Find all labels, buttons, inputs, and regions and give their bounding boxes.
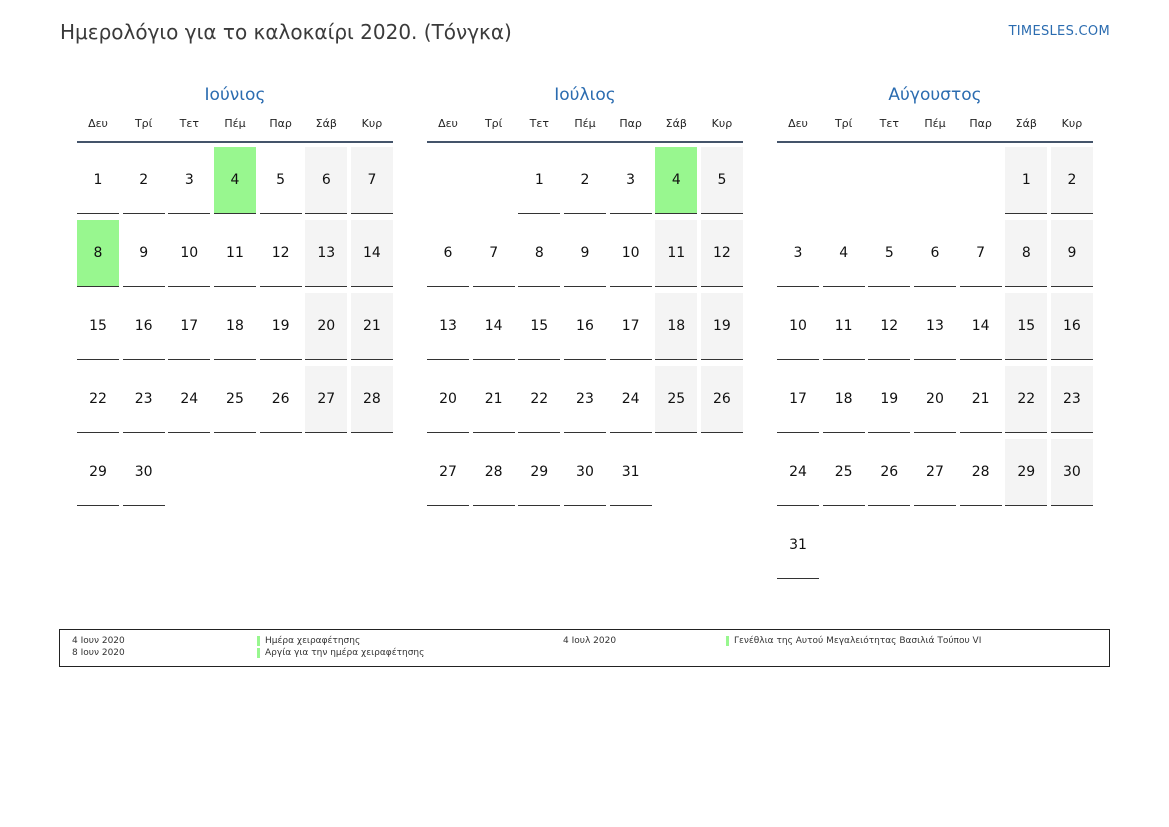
day-cell[interactable]: 22 <box>1005 366 1047 433</box>
day-cell[interactable]: 26 <box>260 366 302 433</box>
day-cell[interactable]: 5 <box>701 147 743 214</box>
day-cell[interactable]: 9 <box>1051 220 1093 287</box>
day-cell[interactable]: 20 <box>427 366 469 433</box>
day-cell[interactable]: 7 <box>960 220 1002 287</box>
day-cell[interactable]: 21 <box>351 293 393 360</box>
day-cell[interactable]: 5 <box>260 147 302 214</box>
legend-date: 4 Ιουλ 2020 <box>563 636 617 646</box>
day-cell[interactable]: 30 <box>123 439 165 506</box>
day-cell[interactable]: 11 <box>655 220 697 287</box>
day-cell[interactable]: 4 <box>823 220 865 287</box>
weekday-label: Κυρ <box>361 117 383 130</box>
day-cell[interactable]: 20 <box>914 366 956 433</box>
day-cell[interactable]: 16 <box>564 293 606 360</box>
day-cell[interactable]: 5 <box>868 220 910 287</box>
empty-cell <box>823 147 865 214</box>
day-cell[interactable]: 11 <box>214 220 256 287</box>
day-cell[interactable]: 22 <box>77 366 119 433</box>
weekday-label: Τετ <box>179 117 199 130</box>
day-cell[interactable]: 12 <box>868 293 910 360</box>
weekday-label: Τρί <box>834 117 853 130</box>
day-cell[interactable]: 12 <box>701 220 743 287</box>
weekday-label: Πέμ <box>224 117 246 130</box>
day-grid <box>427 147 743 512</box>
day-cell[interactable]: 18 <box>214 293 256 360</box>
day-cell[interactable]: 19 <box>260 293 302 360</box>
weekday-header <box>77 115 393 143</box>
weekday-label: Πέμ <box>574 117 596 130</box>
day-cell[interactable]: 9 <box>564 220 606 287</box>
day-cell[interactable]: 23 <box>564 366 606 433</box>
day-cell[interactable]: 1 <box>77 147 119 214</box>
holiday-day-cell[interactable]: 8 <box>77 220 119 287</box>
day-cell[interactable]: 27 <box>914 439 956 506</box>
day-cell[interactable]: 3 <box>610 147 652 214</box>
day-cell[interactable]: 23 <box>123 366 165 433</box>
day-cell[interactable]: 13 <box>305 220 347 287</box>
weekday-label: Τετ <box>529 117 549 130</box>
empty-cell <box>960 147 1002 214</box>
weekday-label: Παρ <box>619 117 642 130</box>
weekday-label: Πέμ <box>924 117 946 130</box>
day-cell[interactable]: 2 <box>123 147 165 214</box>
day-cell[interactable]: 26 <box>701 366 743 433</box>
day-cell[interactable]: 16 <box>1051 293 1093 360</box>
day-cell[interactable]: 30 <box>564 439 606 506</box>
day-cell[interactable]: 12 <box>260 220 302 287</box>
day-cell[interactable]: 13 <box>914 293 956 360</box>
holiday-day-cell[interactable]: 4 <box>655 147 697 214</box>
holiday-color-marker <box>257 648 260 658</box>
day-cell[interactable]: 2 <box>564 147 606 214</box>
day-cell[interactable]: 19 <box>701 293 743 360</box>
day-cell[interactable]: 22 <box>518 366 560 433</box>
day-cell[interactable]: 29 <box>518 439 560 506</box>
day-cell[interactable]: 19 <box>868 366 910 433</box>
weekday-header <box>777 115 1093 143</box>
day-cell[interactable]: 6 <box>427 220 469 287</box>
weekday-label: Δευ <box>788 117 808 130</box>
day-cell[interactable]: 18 <box>823 366 865 433</box>
holiday-legend <box>59 629 1110 667</box>
holiday-color-marker <box>257 636 260 646</box>
day-cell[interactable]: 8 <box>518 220 560 287</box>
weekday-label: Τρί <box>484 117 503 130</box>
weekday-label: Κυρ <box>711 117 733 130</box>
month-name: Αύγουστος <box>888 85 982 105</box>
legend-holiday-name: Ημέρα χειραφέτησης <box>265 636 361 646</box>
day-cell[interactable]: 10 <box>168 220 210 287</box>
day-cell[interactable]: 31 <box>610 439 652 506</box>
weekday-label: Σάβ <box>665 117 687 130</box>
legend-date: 8 Ιουν 2020 <box>72 648 125 658</box>
day-cell[interactable]: 27 <box>305 366 347 433</box>
page-title: Ημερολόγιο για το καλοκαίρι 2020. (Τόνγκα) <box>60 20 512 44</box>
empty-cell <box>427 147 469 214</box>
day-cell[interactable]: 17 <box>168 293 210 360</box>
day-cell[interactable]: 28 <box>473 439 515 506</box>
month-calendar-august <box>777 84 1093 585</box>
empty-cell <box>473 147 515 214</box>
day-cell[interactable]: 24 <box>168 366 210 433</box>
day-cell[interactable]: 10 <box>610 220 652 287</box>
day-cell[interactable]: 17 <box>777 366 819 433</box>
holiday-color-marker <box>726 636 729 646</box>
day-cell[interactable]: 9 <box>123 220 165 287</box>
day-cell[interactable]: 7 <box>473 220 515 287</box>
day-cell[interactable]: 23 <box>1051 366 1093 433</box>
day-cell[interactable]: 3 <box>168 147 210 214</box>
empty-cell <box>777 147 819 214</box>
weekday-label: Δευ <box>88 117 108 130</box>
empty-cell <box>868 147 910 214</box>
weekday-label: Σάβ <box>1015 117 1037 130</box>
legend-holiday-name: Γενέθλια της Αυτού Μεγαλειότητας Βασιλιά Τούπου VI <box>734 636 982 646</box>
day-cell[interactable]: 27 <box>427 439 469 506</box>
day-cell[interactable]: 29 <box>1005 439 1047 506</box>
day-cell[interactable]: 29 <box>77 439 119 506</box>
day-cell[interactable]: 1 <box>1005 147 1047 214</box>
day-cell[interactable]: 11 <box>823 293 865 360</box>
day-cell[interactable]: 17 <box>610 293 652 360</box>
holiday-day-cell[interactable]: 4 <box>214 147 256 214</box>
weekday-label: Παρ <box>269 117 292 130</box>
month-calendar-july <box>427 84 743 512</box>
day-cell[interactable]: 10 <box>777 293 819 360</box>
day-cell[interactable]: 8 <box>1005 220 1047 287</box>
month-name: Ιούλιος <box>554 85 616 105</box>
legend-date: 4 Ιουν 2020 <box>72 636 125 646</box>
weekday-header <box>427 115 743 143</box>
weekday-label: Σάβ <box>315 117 337 130</box>
day-cell[interactable]: 25 <box>823 439 865 506</box>
weekday-label: Τρί <box>134 117 153 130</box>
day-cell[interactable]: 6 <box>305 147 347 214</box>
day-cell[interactable]: 7 <box>351 147 393 214</box>
day-cell[interactable]: 25 <box>214 366 256 433</box>
day-cell[interactable]: 21 <box>960 366 1002 433</box>
day-cell[interactable]: 16 <box>123 293 165 360</box>
day-cell[interactable]: 20 <box>305 293 347 360</box>
day-grid <box>777 147 1093 585</box>
day-cell[interactable]: 1 <box>518 147 560 214</box>
day-cell[interactable]: 31 <box>777 512 819 579</box>
weekday-label: Τετ <box>879 117 899 130</box>
day-cell[interactable]: 13 <box>427 293 469 360</box>
legend-holiday-name: Αργία για την ημέρα χειραφέτησης <box>265 648 425 658</box>
day-cell[interactable]: 3 <box>777 220 819 287</box>
weekday-label: Δευ <box>438 117 458 130</box>
weekday-label: Παρ <box>969 117 992 130</box>
day-cell[interactable]: 6 <box>914 220 956 287</box>
day-cell[interactable]: 15 <box>1005 293 1047 360</box>
day-cell[interactable]: 14 <box>351 220 393 287</box>
day-cell[interactable]: 24 <box>610 366 652 433</box>
day-cell[interactable]: 15 <box>77 293 119 360</box>
day-cell[interactable]: 28 <box>351 366 393 433</box>
month-calendar-june <box>77 84 393 512</box>
site-link[interactable]: TIMESLES.COM <box>1008 24 1110 39</box>
day-grid <box>77 147 393 512</box>
day-cell[interactable]: 30 <box>1051 439 1093 506</box>
day-cell[interactable]: 25 <box>655 366 697 433</box>
day-cell[interactable]: 21 <box>473 366 515 433</box>
day-cell[interactable]: 14 <box>960 293 1002 360</box>
day-cell[interactable]: 28 <box>960 439 1002 506</box>
empty-cell <box>914 147 956 214</box>
day-cell[interactable]: 24 <box>777 439 819 506</box>
day-cell[interactable]: 2 <box>1051 147 1093 214</box>
month-name: Ιούνιος <box>204 85 266 105</box>
day-cell[interactable]: 26 <box>868 439 910 506</box>
day-cell[interactable]: 15 <box>518 293 560 360</box>
weekday-label: Κυρ <box>1061 117 1083 130</box>
day-cell[interactable]: 14 <box>473 293 515 360</box>
day-cell[interactable]: 18 <box>655 293 697 360</box>
